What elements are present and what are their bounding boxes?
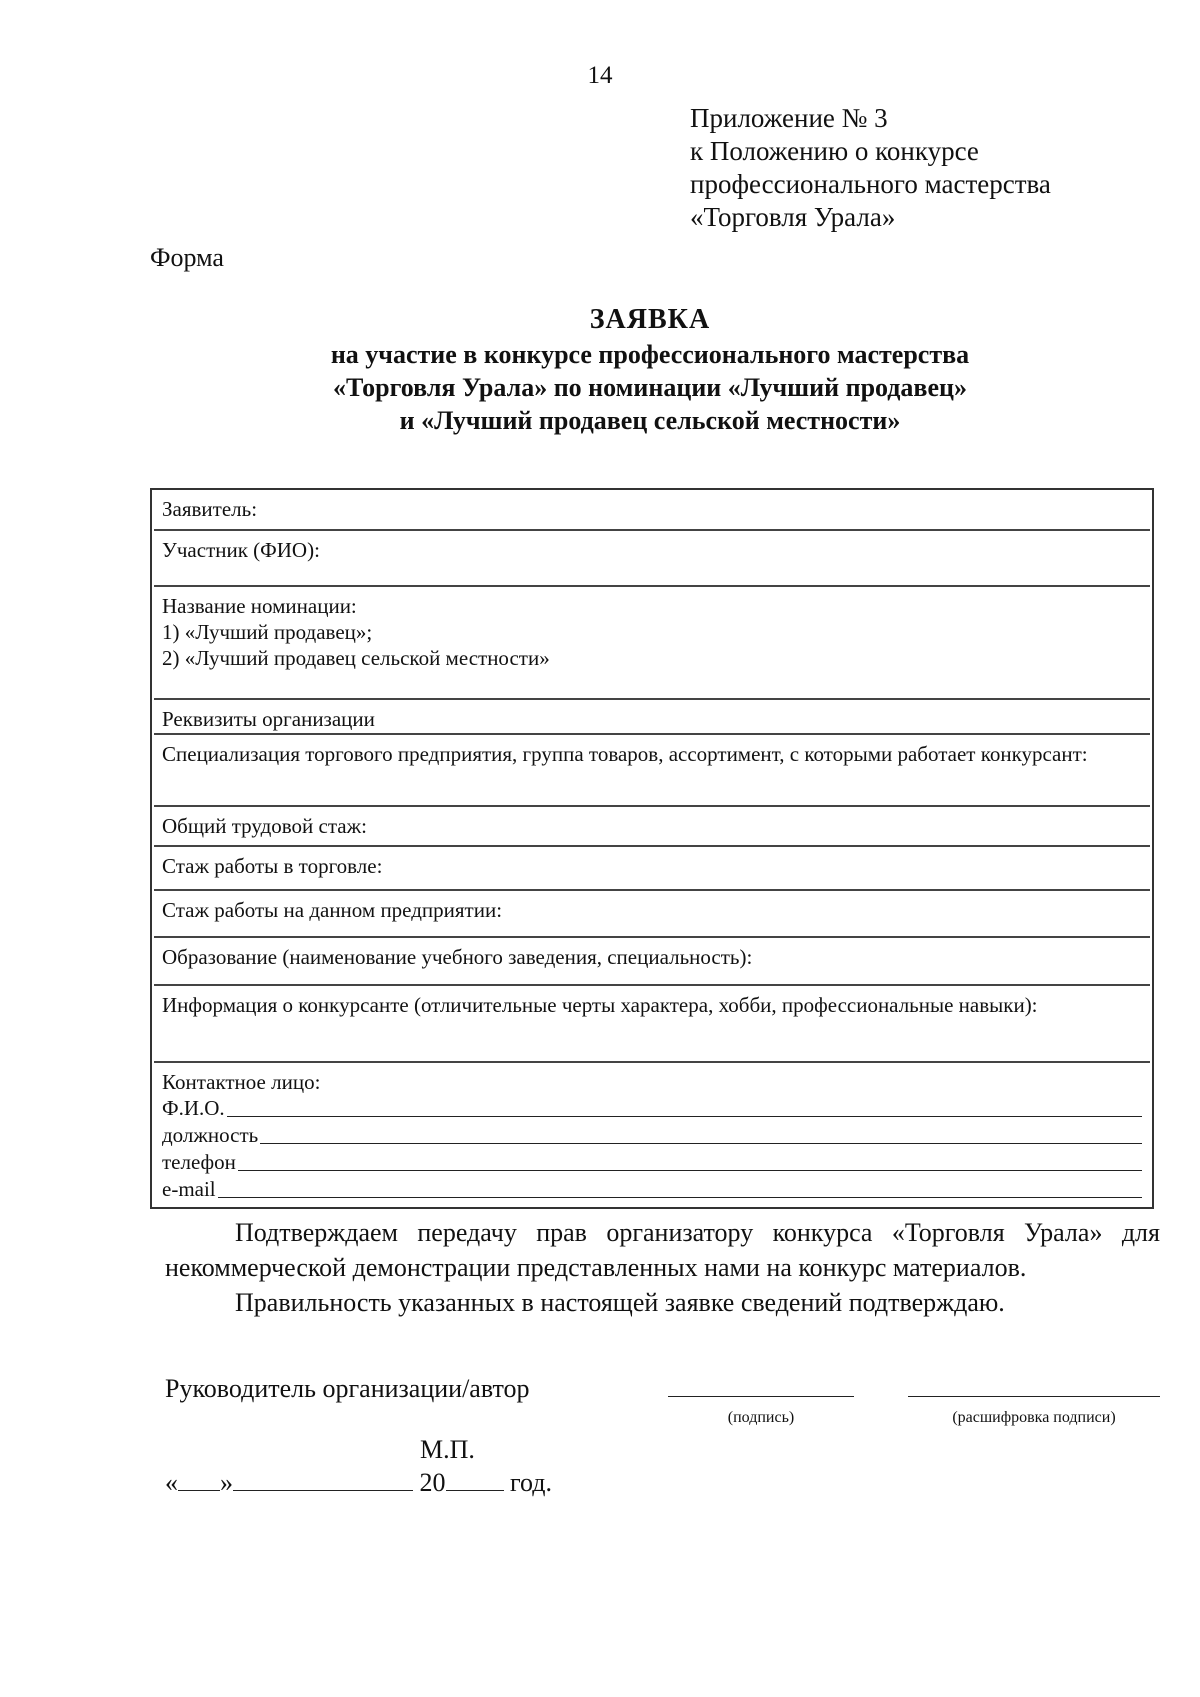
field-trade-experience[interactable] [154, 847, 1150, 891]
date-day-blank[interactable] [178, 1468, 220, 1491]
appendix-block [690, 102, 1051, 234]
field-participant[interactable] [154, 531, 1150, 587]
signature-decoding-blank[interactable] [908, 1396, 1160, 1397]
application-form-table [150, 488, 1154, 1209]
field-label: Заявитель: [162, 497, 258, 521]
contact-position-blank[interactable] [260, 1143, 1142, 1144]
field-label: Специализация торгового предприятия, группа товаров, ассортимент, с которыми работает конкурсант: [162, 742, 1088, 766]
field-participant-info[interactable] [154, 986, 1150, 1063]
contact-phone-blank[interactable] [238, 1170, 1142, 1171]
date-year-blank[interactable] [446, 1468, 504, 1491]
confirmation-statement [165, 1215, 1160, 1320]
contact-email-label: e-mail [162, 1177, 216, 1201]
field-contact-person [154, 1063, 1150, 1209]
appendix-line: профессионального мастерства [690, 169, 1051, 199]
contact-email-blank[interactable] [218, 1197, 1142, 1198]
date-suffix: год. [510, 1468, 552, 1497]
appendix-line: к Положению о конкурсе [690, 136, 979, 166]
form-label: Форма [150, 243, 224, 272]
field-total-experience[interactable] [154, 807, 1150, 847]
contact-position-label: должность [162, 1123, 259, 1147]
appendix-line: «Торговля Урала» [690, 202, 896, 232]
contact-phone-line[interactable] [162, 1149, 1142, 1176]
field-label: Реквизиты организации [162, 707, 375, 731]
date-line [165, 1468, 552, 1498]
contact-position-line[interactable] [162, 1122, 1142, 1149]
field-label: Стаж работы на данном предприятии: [162, 898, 503, 922]
field-label: Общий трудовой стаж: [162, 814, 367, 838]
date-quote-open: « [165, 1468, 178, 1497]
signature-decoding-caption: (расшифровка подписи) [952, 1409, 1116, 1426]
field-applicant[interactable] [154, 490, 1150, 531]
page-number: 14 [587, 62, 613, 89]
date-year-prefix: 20 [419, 1468, 446, 1497]
field-nomination[interactable] [154, 587, 1150, 700]
seal-mark: М.П. [420, 1435, 475, 1464]
statement-paragraph: Подтверждаем передачу прав организатору конкурса «Торговля Урала» для некоммерческой демонстрации представленных нами на конкурс материалов. [165, 1218, 1160, 1282]
field-education[interactable] [154, 938, 1150, 986]
signature-blank[interactable] [668, 1396, 854, 1397]
field-label: Название номинации: [162, 594, 357, 618]
appendix-line: Приложение № 3 [690, 103, 888, 133]
field-label: Образование (наименование учебного заведения, специальность): [162, 945, 753, 969]
title-main: ЗАЯВКА [589, 304, 711, 335]
signature-caption: (подпись) [727, 1409, 795, 1426]
field-enterprise-experience[interactable] [154, 891, 1150, 938]
date-quote-close: » [220, 1468, 233, 1497]
contact-name-blank[interactable] [227, 1116, 1142, 1117]
document-title [0, 302, 1200, 437]
statement-paragraph: Правильность указанных в настоящей заявке сведений подтверждаю. [235, 1288, 1005, 1317]
contact-name-label: Ф.И.О. [162, 1096, 225, 1120]
date-month-blank[interactable] [233, 1468, 413, 1491]
signatory-role: Руководитель организации/автор [165, 1374, 530, 1403]
field-label: Информация о конкурсанте (отличительные черты характера, хобби, профессиональные навыки): [162, 993, 1038, 1017]
contact-phone-label: телефон [162, 1150, 236, 1174]
contact-email-line[interactable] [162, 1176, 1142, 1203]
title-line: и «Лучший продавец сельской местности» [399, 406, 901, 435]
contact-name-line[interactable] [162, 1095, 1142, 1122]
nomination-option: 2) «Лучший продавец сельской местности» [162, 646, 550, 670]
nomination-option: 1) «Лучший продавец»; [162, 620, 373, 644]
title-line: «Торговля Урала» по номинации «Лучший продавец» [332, 373, 967, 402]
title-line: на участие в конкурсе профессионального мастерства [330, 340, 970, 369]
field-requisites[interactable] [154, 700, 1150, 735]
field-label: Контактное лицо: [162, 1070, 321, 1094]
field-label: Участник (ФИО): [162, 538, 320, 562]
field-label: Стаж работы в торговле: [162, 854, 383, 878]
field-specialization[interactable] [154, 735, 1150, 807]
